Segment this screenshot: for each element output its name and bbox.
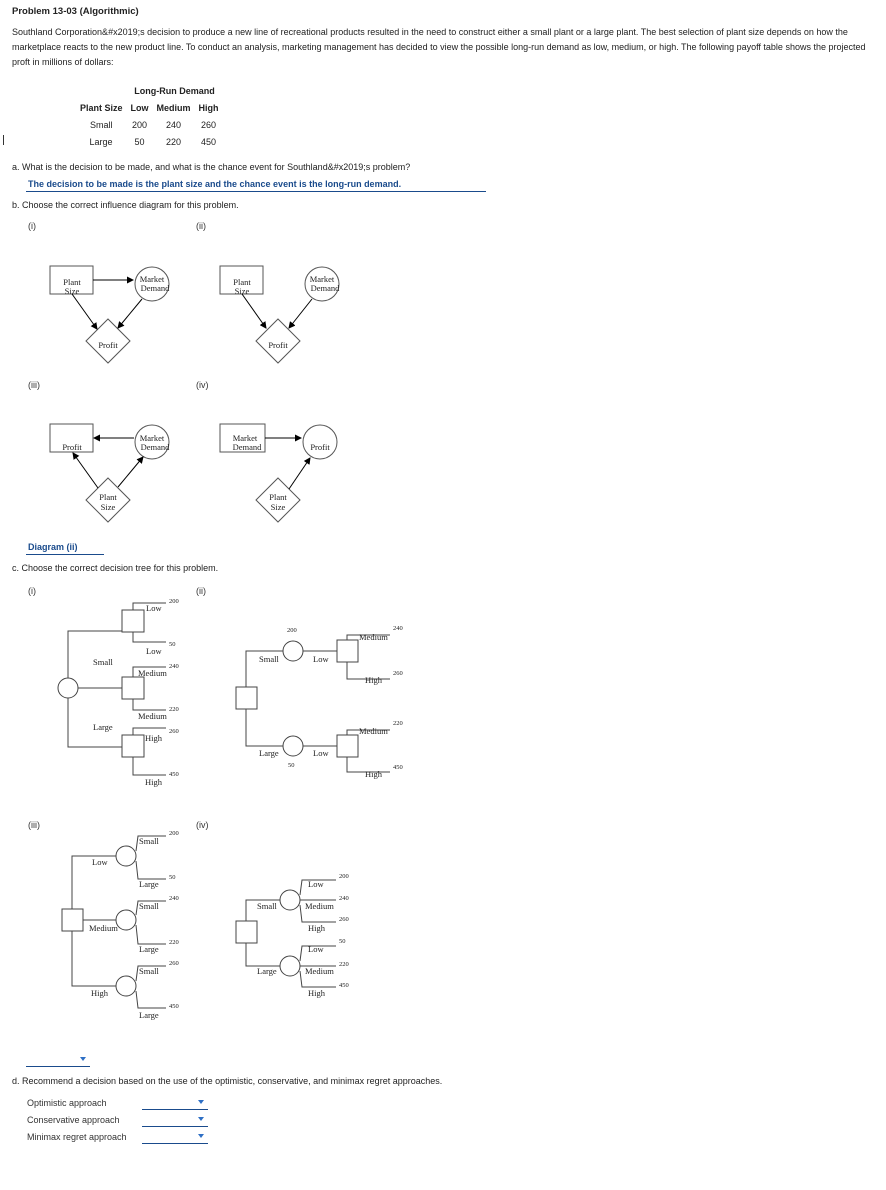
payoff-cell: 450 bbox=[201, 136, 217, 147]
dropdown-arrow-icon bbox=[198, 1100, 204, 1104]
conservative-select[interactable] bbox=[142, 1114, 208, 1127]
tree-label: Small bbox=[139, 966, 159, 976]
tree-label: Large bbox=[93, 722, 113, 732]
tree-value: 260 bbox=[393, 670, 403, 677]
problem-title: Problem 13-03 (Algorithmic) bbox=[12, 6, 139, 17]
tree-label: Small bbox=[139, 901, 159, 911]
tree-label: High bbox=[308, 923, 325, 933]
tree-value: 200 bbox=[169, 830, 179, 837]
tree-label: Medium bbox=[138, 668, 167, 678]
decision-tree-select[interactable] bbox=[26, 1054, 90, 1067]
profit-node-label: Profit bbox=[310, 442, 330, 452]
influence-option-ii-label: (ii) bbox=[196, 221, 206, 231]
tree-value: 260 bbox=[169, 728, 179, 735]
tree-value: 260 bbox=[339, 916, 349, 923]
problem-intro: Southland Corporation&#x2019;s decision to produce a new line of recreational products resulted in the need to construct either a small plant or a large plant. The best selection of plant size depends on how the marketplace reacts to the new product line. To conduct an analysis, marketing management has decided to view the possible long-run demand as low, medium, or high. The following payoff table shows the projected proft in millions of dollars: bbox=[12, 27, 866, 67]
influence-diagrams bbox=[0, 0, 886, 560]
tree-label: High bbox=[145, 733, 162, 743]
influence-option-iii-label: (iii) bbox=[28, 380, 40, 390]
demand-node-label: Demand bbox=[140, 442, 170, 452]
size-node-label: Size bbox=[64, 286, 80, 296]
tree-label: Medium bbox=[359, 726, 388, 736]
demand-node-label: Demand bbox=[232, 442, 262, 452]
influence-option-i-label: (i) bbox=[28, 221, 36, 231]
decision-tree-i[interactable] bbox=[58, 598, 179, 787]
payoff-cell: 220 bbox=[166, 136, 182, 147]
tree-label: Medium bbox=[305, 966, 334, 976]
influence-diagram-iii[interactable] bbox=[50, 424, 170, 522]
tree-value: 50 bbox=[169, 874, 176, 881]
market-node-label: Market bbox=[139, 274, 165, 284]
tree-value: 50 bbox=[169, 641, 176, 648]
tree-value: 240 bbox=[393, 625, 403, 632]
tree-label: Medium bbox=[89, 923, 118, 933]
part-b-question: b. Choose the correct influence diagram for this problem. bbox=[12, 200, 239, 210]
tree-label: Large bbox=[139, 879, 159, 889]
tree-value: 240 bbox=[339, 895, 349, 902]
plant-node-label: Plant bbox=[63, 277, 81, 287]
payoff-group-header: Long-Run Demand bbox=[134, 85, 215, 96]
tree-label: High bbox=[365, 675, 382, 685]
tree-option-ii-label: (ii) bbox=[196, 586, 206, 596]
tree-label: Small bbox=[257, 901, 277, 911]
plant-node-label: Plant bbox=[233, 277, 251, 287]
size-node-label: Size bbox=[234, 286, 250, 296]
profit-node-label: Profit bbox=[62, 442, 82, 452]
minimax-regret-select[interactable] bbox=[142, 1131, 208, 1144]
influence-diagram-iv[interactable] bbox=[220, 424, 337, 522]
tree-value: 220 bbox=[393, 720, 403, 727]
tree-label: Low bbox=[313, 654, 329, 664]
market-node-label: Market bbox=[309, 274, 335, 284]
tree-value: 220 bbox=[339, 961, 349, 968]
plant-node-label: Plant bbox=[99, 492, 117, 502]
dropdown-arrow-icon bbox=[198, 1134, 204, 1138]
tree-value: 450 bbox=[393, 764, 403, 771]
tree-label: Low bbox=[146, 646, 162, 656]
tree-value: 260 bbox=[169, 960, 179, 967]
tree-label: Low bbox=[308, 879, 324, 889]
payoff-col-medium: Medium bbox=[156, 102, 191, 113]
tree-label: High bbox=[145, 777, 162, 787]
dropdown-arrow-icon bbox=[198, 1117, 204, 1121]
payoff-row-label: Large bbox=[89, 136, 113, 147]
market-node-label: Market bbox=[139, 433, 165, 443]
tree-label: Medium bbox=[359, 632, 388, 642]
demand-node-label: Demand bbox=[140, 283, 170, 293]
tree-label: High bbox=[91, 988, 108, 998]
tree-option-iii-label: (iii) bbox=[28, 820, 40, 830]
tree-label: Low bbox=[146, 603, 162, 613]
tree-value: 200 bbox=[169, 598, 179, 605]
tree-label: Large bbox=[257, 966, 277, 976]
tree-label: Low bbox=[92, 857, 108, 867]
payoff-row-header: Plant Size bbox=[80, 102, 123, 113]
decision-trees bbox=[0, 580, 886, 1040]
part-a-answer: The decision to be made is the plant size and the chance event is the long-run demand. bbox=[26, 179, 486, 192]
tree-value: 240 bbox=[169, 895, 179, 902]
tree-label: High bbox=[308, 988, 325, 998]
tree-label: Medium bbox=[138, 711, 167, 721]
influence-diagram-i[interactable] bbox=[50, 266, 170, 363]
tree-label: High bbox=[365, 769, 382, 779]
tree-label: Small bbox=[139, 836, 159, 846]
tree-label: Large bbox=[259, 748, 279, 758]
part-a-question: a. What is the decision to be made, and what is the chance event for Southland&#x2019;s problem? bbox=[12, 162, 411, 172]
tree-value: 450 bbox=[339, 982, 349, 989]
profit-node-label: Profit bbox=[268, 340, 288, 350]
tree-value: 220 bbox=[169, 939, 179, 946]
profit-node-label: Profit bbox=[98, 340, 118, 350]
payoff-cell: 260 bbox=[201, 119, 217, 130]
payoff-cell: 200 bbox=[132, 119, 148, 130]
tree-label: Small bbox=[259, 654, 279, 664]
tree-label: Small bbox=[93, 657, 113, 667]
part-d-question: d. Recommend a decision based on the use of the optimistic, conservative, and minimax regret approaches. bbox=[12, 1076, 443, 1086]
optimistic-label: Optimistic approach bbox=[27, 1098, 107, 1108]
influence-diagram-ii[interactable] bbox=[220, 266, 340, 363]
market-node-label: Market bbox=[232, 433, 258, 443]
tree-label: Low bbox=[313, 748, 329, 758]
tree-label: Large bbox=[139, 944, 159, 954]
tree-value: 220 bbox=[169, 706, 179, 713]
tree-option-i-label: (i) bbox=[28, 586, 36, 596]
dropdown-arrow-icon bbox=[80, 1057, 86, 1061]
payoff-cell: 240 bbox=[166, 119, 182, 130]
tree-label: Medium bbox=[305, 901, 334, 911]
conservative-label: Conservative approach bbox=[27, 1115, 120, 1125]
part-b-answer: Diagram (ii) bbox=[26, 542, 104, 555]
tree-value: 240 bbox=[169, 663, 179, 670]
payoff-col-high: High bbox=[198, 102, 219, 113]
minimax-regret-label: Minimax regret approach bbox=[27, 1132, 127, 1142]
tree-value: 200 bbox=[287, 627, 297, 634]
influence-option-iv-label: (iv) bbox=[196, 380, 209, 390]
payoff-cell: 50 bbox=[134, 136, 145, 147]
decision-tree-iii[interactable] bbox=[62, 830, 179, 1020]
tree-value: 50 bbox=[339, 938, 346, 945]
tree-option-iv-label: (iv) bbox=[196, 820, 209, 830]
size-node-label: Size bbox=[270, 502, 286, 512]
payoff-row-label: Small bbox=[90, 119, 113, 130]
demand-node-label: Demand bbox=[310, 283, 340, 293]
plant-node-label: Plant bbox=[269, 492, 287, 502]
size-node-label: Size bbox=[100, 502, 116, 512]
payoff-col-low: Low bbox=[130, 102, 149, 113]
tree-value: 450 bbox=[169, 771, 179, 778]
tree-label: Low bbox=[308, 944, 324, 954]
decision-tree-iv[interactable] bbox=[236, 873, 349, 998]
part-c-question: c. Choose the correct decision tree for this problem. bbox=[12, 563, 219, 573]
tree-value: 200 bbox=[339, 873, 349, 880]
optimistic-select[interactable] bbox=[142, 1097, 208, 1110]
tree-value: 450 bbox=[169, 1003, 179, 1010]
decision-tree-ii[interactable] bbox=[236, 625, 403, 779]
tree-label: Large bbox=[139, 1010, 159, 1020]
tree-value: 50 bbox=[288, 762, 295, 769]
